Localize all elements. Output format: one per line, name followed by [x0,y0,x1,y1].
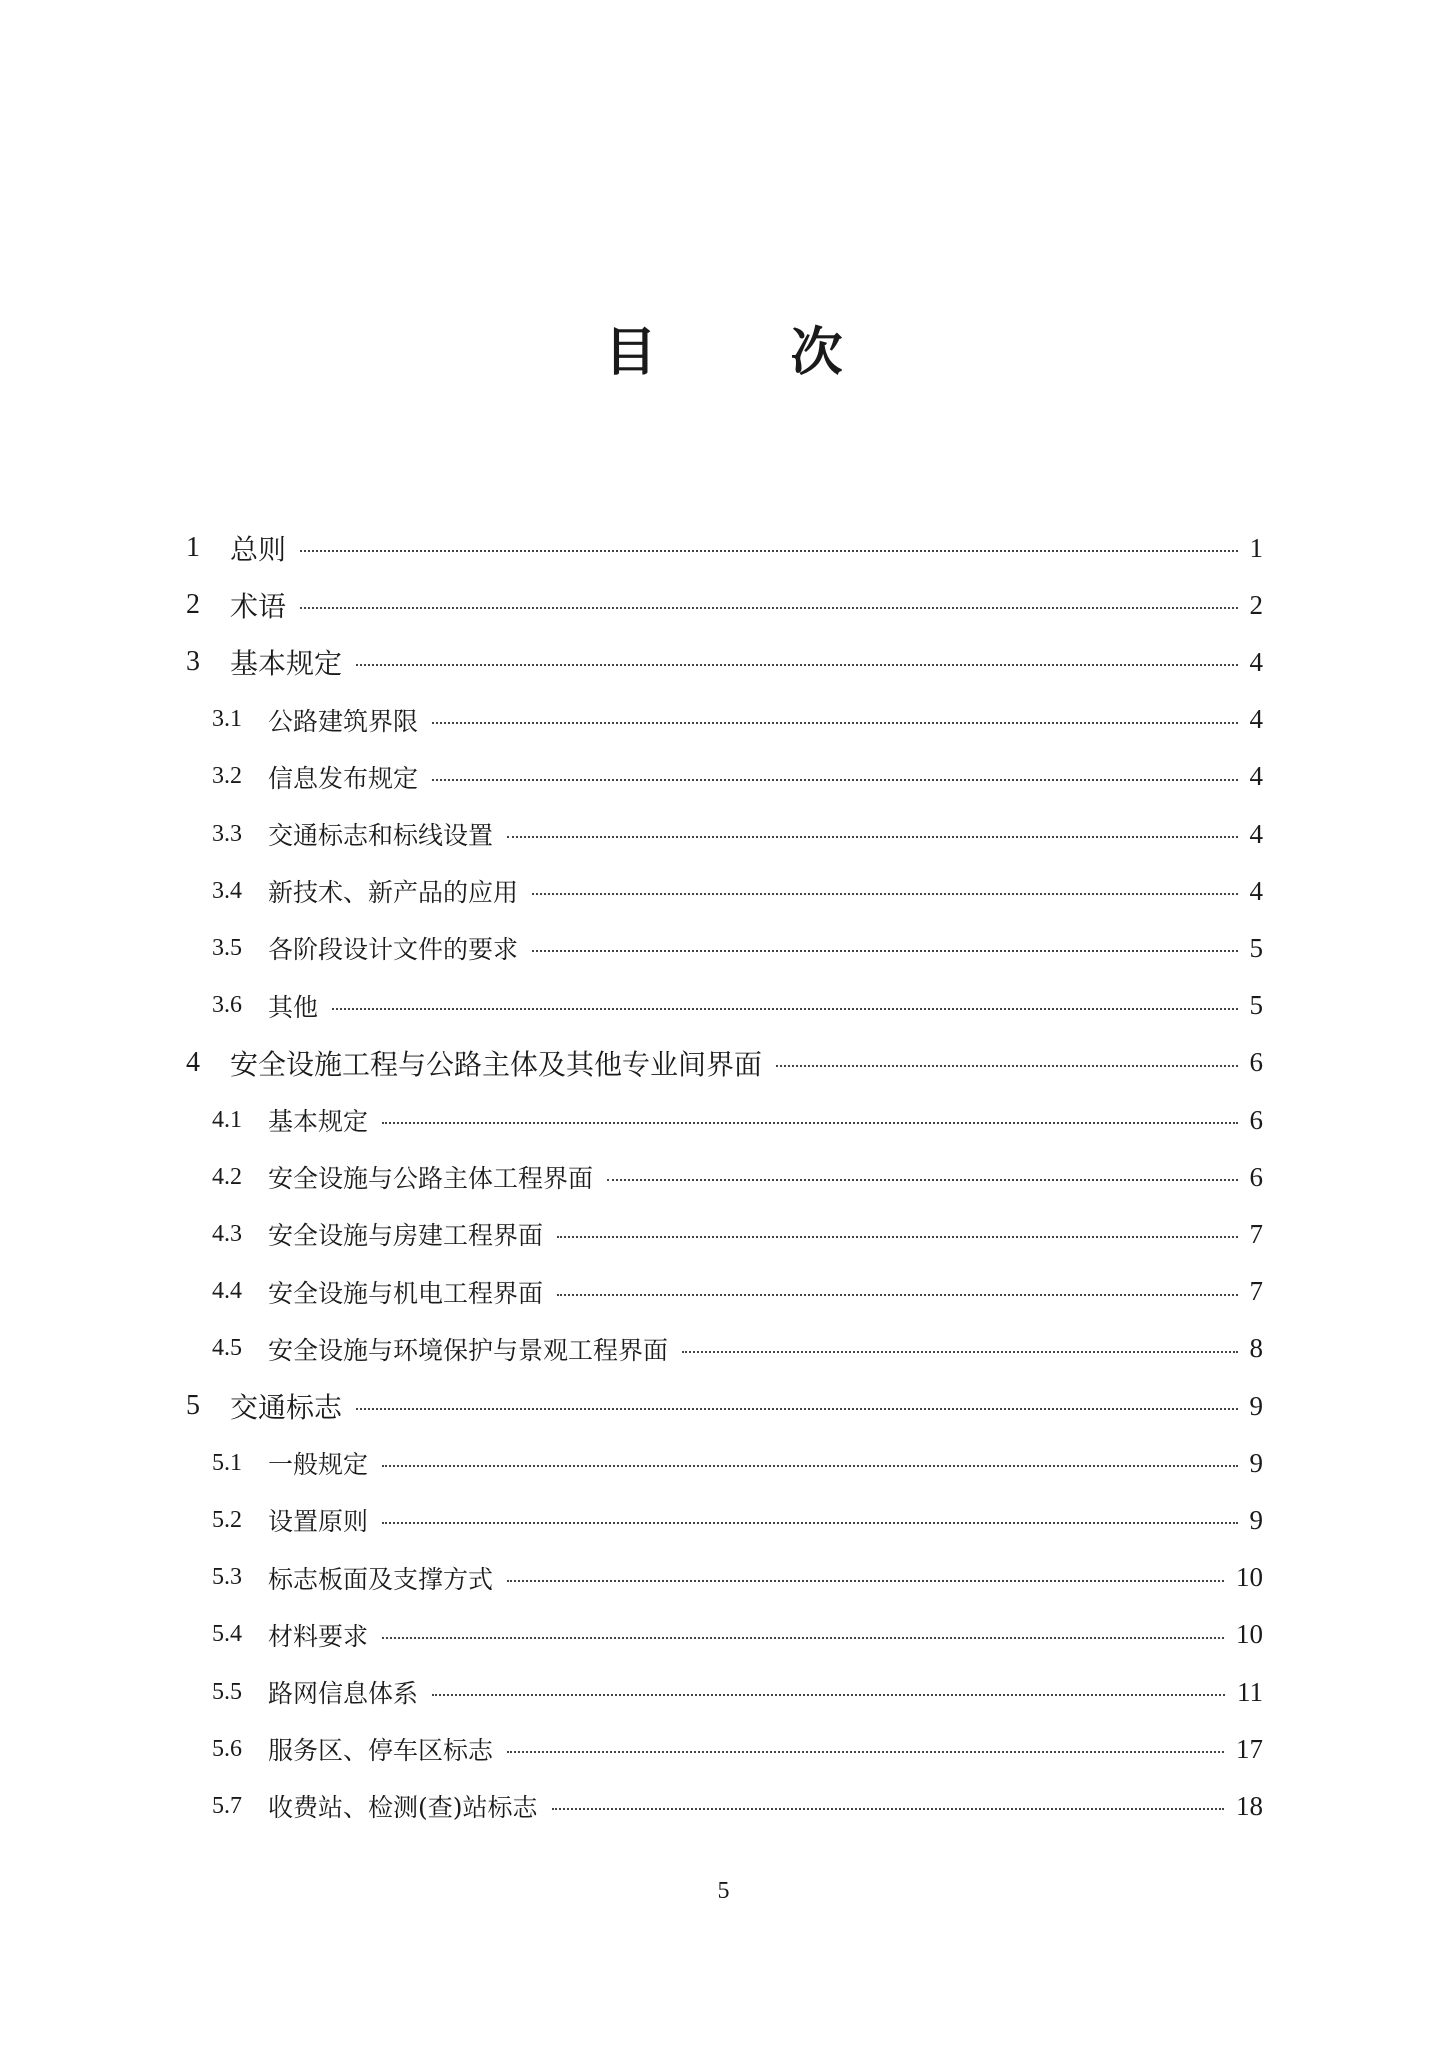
toc-entry-label: 公路建筑界限 [268,706,419,736]
dot-leader [532,893,1237,895]
toc-entry-page: 6 [1249,1104,1263,1135]
dot-leader [332,1008,1237,1010]
toc-entry-label: 信息发布规定 [268,763,419,793]
dot-leader [507,1751,1224,1753]
toc-entry-number: 2 [186,589,200,621]
dot-leader [300,550,1237,552]
toc-entry[interactable] [0,814,1447,854]
toc-entry-label: 交通标志 [230,1391,343,1424]
toc-entry[interactable] [0,1157,1447,1197]
toc-entry-page: 7 [1249,1218,1263,1249]
toc-entry-number: 4 [186,1046,200,1078]
toc-entry-label: 安全设施工程与公路主体及其他专业间界面 [230,1047,763,1081]
dot-leader [382,1465,1237,1467]
toc-entry-number: 3 [186,646,200,678]
toc-entry-number: 4.1 [212,1106,242,1133]
dot-leader [552,1808,1224,1810]
toc-entry[interactable] [0,1786,1447,1826]
toc-entry-page: 2 [1249,589,1263,620]
toc-entry[interactable] [0,1443,1447,1483]
toc-entry-number: 3.5 [212,934,242,961]
toc-entry-page: 4 [1249,818,1263,849]
toc-entry[interactable] [0,757,1447,797]
dot-leader [682,1351,1237,1353]
toc-entry-label: 材料要求 [268,1621,369,1651]
toc-entry-number: 3.3 [212,820,242,847]
toc-entry[interactable] [0,986,1447,1026]
toc-entry-number: 3.2 [212,763,242,790]
toc-entry-number: 5.2 [212,1506,242,1533]
toc-entry-label: 术语 [230,590,287,624]
toc-entry[interactable] [0,1615,1447,1655]
toc-entry-page: 4 [1249,761,1263,792]
toc-entry[interactable] [0,1100,1447,1140]
toc-entry-page: 6 [1249,1161,1263,1192]
toc-entry[interactable] [0,1043,1447,1083]
toc-entry-label: 安全设施与环境保护与景观工程界面 [268,1335,669,1365]
toc-entry-page: 9 [1249,1390,1263,1421]
toc-entry[interactable] [0,1500,1447,1540]
dot-leader [432,722,1237,724]
toc-entry[interactable] [0,1386,1447,1426]
toc-entry-label: 其他 [268,992,319,1022]
dot-leader [557,1236,1237,1238]
toc-entry-label: 设置原则 [268,1507,369,1537]
toc-entry-page: 4 [1249,875,1263,906]
toc-entry-number: 4.2 [212,1163,242,1190]
toc-entry[interactable] [0,585,1447,625]
toc-entry[interactable] [0,1214,1447,1254]
dot-leader [382,1122,1237,1124]
toc-entry-number: 5.4 [212,1621,242,1648]
toc-entry[interactable] [0,928,1447,968]
toc-entry-number: 1 [186,532,200,563]
toc-entry-page: 9 [1249,1504,1263,1535]
toc-entry[interactable] [0,871,1447,911]
toc-entry-page: 4 [1249,646,1263,677]
toc-entry-number: 5 [186,1390,200,1421]
dot-leader [300,607,1237,609]
page-number: 5 [717,1878,730,1904]
dot-leader [382,1637,1224,1639]
toc-entry[interactable] [0,1272,1447,1312]
toc-entry-number: 5.5 [212,1678,242,1705]
toc-entry-page: 17 [1236,1733,1263,1764]
toc-entry-label: 安全设施与机电工程界面 [268,1278,544,1308]
toc-entry-label: 交通标志和标线设置 [268,821,494,850]
toc-entry[interactable] [0,1558,1447,1598]
toc-entry[interactable] [0,1672,1447,1712]
toc-entry-label: 收费站、检测(查)站标志 [268,1793,538,1823]
toc-entry-page: 10 [1236,1562,1263,1593]
toc-entry[interactable] [0,642,1447,682]
page-title: 目 次 [604,323,901,383]
toc-entry-page: 4 [1249,704,1263,735]
toc-entry-page: 8 [1249,1333,1263,1364]
toc-entry-label: 各阶段设计文件的要求 [268,935,519,965]
toc-entry-page: 1 [1249,532,1263,563]
toc-entry-number: 5.7 [212,1792,242,1819]
toc-entry-label: 标志板面及支撑方式 [268,1564,494,1594]
toc-entry-label: 总则 [230,533,287,566]
toc-entry-number: 4.3 [212,1220,242,1247]
toc-entry-label: 路网信息体系 [268,1679,419,1708]
toc-entry-label: 安全设施与房建工程界面 [268,1221,544,1251]
dot-leader [432,779,1237,781]
toc-entry-number: 5.1 [212,1449,242,1476]
toc-entry-page: 18 [1236,1790,1263,1821]
toc-entry-label: 基本规定 [268,1107,369,1136]
toc-entry[interactable] [0,1329,1447,1369]
toc-entry-label: 基本规定 [230,647,343,681]
toc-entry-label: 服务区、停车区标志 [268,1736,494,1766]
toc-entry-number: 3.1 [212,706,242,733]
toc-entry[interactable] [0,700,1447,740]
dot-leader [382,1522,1237,1524]
toc-entry-number: 5.3 [212,1564,242,1591]
toc-entry-page: 9 [1249,1447,1263,1478]
toc-entry-number: 3.4 [212,877,242,904]
toc-entry-label: 新技术、新产品的应用 [268,878,519,908]
dot-leader [532,950,1237,952]
toc-entry-number: 4.5 [212,1335,242,1362]
toc-entry-number: 3.6 [212,992,242,1019]
toc-entry-page: 11 [1237,1676,1263,1707]
toc-entry-page: 10 [1236,1619,1263,1650]
dot-leader [356,664,1237,666]
toc-entry-page: 5 [1249,932,1263,963]
dot-leader [356,1408,1237,1410]
dot-leader [507,1580,1224,1582]
dot-leader [607,1179,1237,1181]
dot-leader [432,1694,1225,1696]
toc-entry-label: 安全设施与公路主体工程界面 [268,1164,594,1194]
toc-entry-page: 6 [1249,1047,1263,1078]
toc-entry-number: 5.6 [212,1735,242,1762]
toc-entry-page: 5 [1249,990,1263,1021]
dot-leader [557,1294,1237,1296]
toc-entry-label: 一般规定 [268,1450,369,1480]
toc-entry[interactable] [0,1729,1447,1769]
toc-entry-number: 4.4 [212,1278,242,1305]
toc-entry[interactable] [0,528,1447,568]
dot-leader [507,836,1237,838]
toc-entry-page: 7 [1249,1276,1263,1307]
dot-leader [776,1065,1237,1067]
